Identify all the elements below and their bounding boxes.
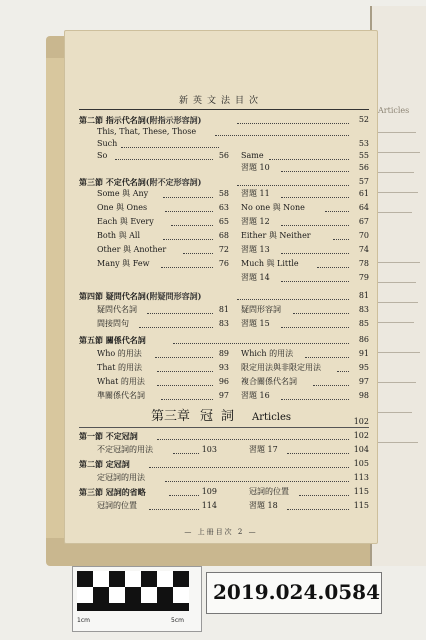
page-number: 102 [353, 431, 369, 440]
facing-page-title: Articles [378, 106, 410, 115]
section-heading: 第二節 定冠詞 [79, 459, 130, 469]
toc-item: 習題 12 [241, 217, 270, 226]
section-heading: 第三節 冠詞的省略 [79, 487, 146, 497]
toc-item: 習題 13 [241, 245, 270, 254]
toc-item: Either 與 Neither [241, 231, 311, 240]
toc-item: 習題 11 [241, 189, 270, 198]
page-number: 61 [358, 189, 369, 198]
scale-label: 1cm [77, 617, 90, 624]
toc-item: Many 與 Few [97, 259, 150, 268]
toc-item: No one 與 None [241, 203, 305, 212]
page-number: 56 [218, 151, 229, 160]
toc-item: Such [97, 139, 118, 148]
page-number: 102 [353, 417, 369, 426]
toc-item: 限定用法與非限定用法 [241, 363, 321, 372]
scale-label: 5cm [171, 617, 184, 624]
page-number: 114 [201, 501, 217, 510]
section-heading: 第四節 疑問代名詞(附疑問形容詞) [79, 291, 202, 301]
page-number: 70 [358, 231, 369, 240]
page-number: 58 [218, 189, 229, 198]
page-footer: — 上冊目次 2 — [184, 528, 258, 536]
toc-item: 習題 17 [249, 445, 278, 454]
page-number: 74 [358, 245, 369, 254]
page-number: 65 [218, 217, 229, 226]
page-number: 81 [358, 291, 369, 300]
page-number: 115 [353, 501, 369, 510]
toc-item: Which 的用法 [241, 349, 294, 358]
page-number: 89 [218, 349, 229, 358]
page-number: 52 [358, 115, 369, 124]
toc-item: 複合關係代名詞 [241, 377, 297, 386]
toc-item: 疑問形容詞 [241, 305, 281, 314]
toc-item: 習題 10 [241, 163, 270, 172]
toc-item: 習題 14 [241, 273, 270, 282]
page-number: 104 [353, 445, 369, 454]
page-number: 83 [218, 319, 229, 328]
page-number: 105 [353, 459, 369, 468]
page-number: 63 [218, 203, 229, 212]
toc-item: Each 與 Every [97, 217, 154, 226]
page-number: 97 [358, 377, 369, 386]
toc-item: 定冠詞的用法 [97, 473, 145, 482]
page-number: 67 [358, 217, 369, 226]
page-number: 55 [358, 151, 369, 160]
page-number: 79 [358, 273, 369, 282]
toc-item: 習題 15 [241, 319, 270, 328]
toc-item: So [97, 151, 108, 160]
page-number: 85 [358, 319, 369, 328]
accession-number: 2019.024.0584 [213, 580, 381, 604]
page-number: 53 [358, 139, 369, 148]
toc-item: 準關係代名詞 [97, 391, 145, 400]
page-number: 68 [218, 231, 229, 240]
toc-item: 習題 18 [249, 501, 278, 510]
page-number: 103 [201, 445, 217, 454]
page-number: 64 [358, 203, 369, 212]
page-number: 72 [218, 245, 229, 254]
page-number: 91 [358, 349, 369, 358]
page-number: 95 [358, 363, 369, 372]
page-number: 56 [358, 163, 369, 172]
toc-item: Other 與 Another [97, 245, 167, 254]
toc-page [64, 30, 378, 544]
header-rule [79, 109, 369, 110]
page-number: 109 [201, 487, 217, 496]
page-number: 93 [218, 363, 229, 372]
page-number: 83 [358, 305, 369, 314]
page-header: 新英文法目次 [178, 96, 263, 106]
toc-item: That 的用法 [97, 363, 143, 372]
page-number: 115 [353, 487, 369, 496]
toc-item: 冠詞的位置 [249, 487, 289, 496]
toc-item: Who 的用法 [97, 349, 142, 358]
toc-item: What 的用法 [97, 377, 145, 386]
page-number: 96 [218, 377, 229, 386]
toc-item: Both 與 All [97, 231, 141, 240]
toc-item: Much 與 Little [241, 259, 299, 268]
section-heading: 第三節 不定代名詞(附不定形容詞) [79, 177, 202, 187]
toc-item: 疑問代名詞 [97, 305, 137, 314]
accession-label [206, 572, 382, 614]
page-number: 86 [358, 335, 369, 344]
section-heading: 第二節 指示代名詞(附指示形容詞) [79, 115, 202, 125]
page-number: 98 [358, 391, 369, 400]
facing-page [370, 6, 426, 566]
toc-item: One 與 Ones [97, 203, 148, 212]
color-scale [72, 566, 202, 632]
page-number: 57 [358, 177, 369, 186]
toc-item: 習題 16 [241, 391, 270, 400]
toc-item: 間接問句 [97, 319, 129, 328]
section-heading: 第五節 關係代名詞 [79, 335, 146, 345]
chapter-rule [79, 427, 369, 428]
section-heading: 第一節 不定冠詞 [79, 431, 138, 441]
page-number: 97 [218, 391, 229, 400]
page-number: 78 [358, 259, 369, 268]
toc-item: 冠詞的位置 [97, 501, 137, 510]
chapter-heading: 第三章 冠詞 Articles [150, 409, 292, 424]
toc-item: This, That, These, Those [97, 127, 197, 136]
toc-item: Some 與 Any [97, 189, 149, 198]
toc-item: 不定冠詞的用法 [97, 445, 153, 454]
toc-item: Same [241, 151, 264, 160]
page-number: 113 [353, 473, 369, 482]
page-number: 81 [218, 305, 229, 314]
page-number: 76 [218, 259, 229, 268]
